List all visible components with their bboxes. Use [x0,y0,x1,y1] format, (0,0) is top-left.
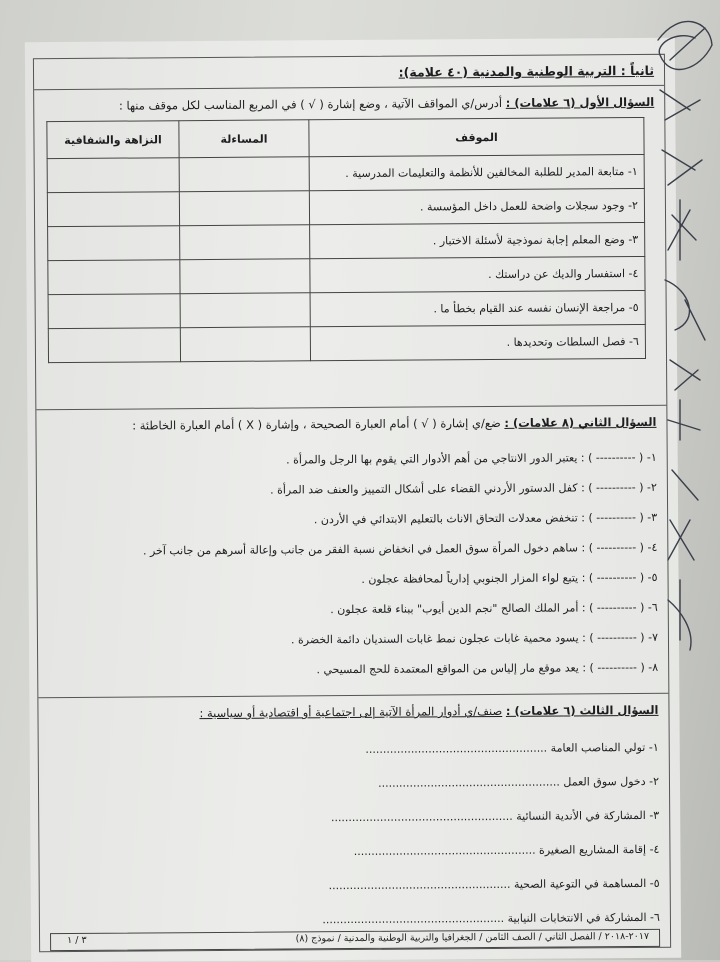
scribble-stroke [670,28,705,60]
row-text: ٢- وجود سجلات واضحة للعمل داخل المؤسسة . [309,188,644,224]
accountability-box[interactable] [180,293,310,328]
classify-item[interactable]: ١- تولي المناصب العامة .................................................... [365,740,659,756]
table-row [47,188,644,226]
tf-item[interactable]: ١- ( ---------- ) : يعتبر الدور الانتاجي من أهم الأدوار التي يقوم بها الرجل والمرأة . [286,450,657,467]
row-text: ٥- مراجعة الإنسان نفسه عند القيام بخطأ ما . [310,290,645,326]
header-integrity: النزاهة والشفافية [47,121,179,159]
page-footer [50,929,660,951]
tf-item[interactable]: ٤- ( ---------- ) : ساهم دخول المرأة سوق العمل في انخفاض نسبة الفقر من جانب وإعالة أسرهم من جانب آخر . [142,540,658,558]
tf-item[interactable]: ٢- ( ---------- ) : كفل الدستور الأردني القضاء على أشكال التمييز والعنف ضد المرأة . [270,480,657,497]
q1-heading [119,95,654,113]
section-title: ثانياً : التربية الوطنية والمدنية (٤٠ علامة): [398,62,655,80]
integrity-box[interactable] [48,226,180,261]
q3-heading [199,703,658,720]
integrity-box[interactable] [47,158,179,193]
q1-label: السؤال الأول (٦ علامات) : [505,94,655,110]
tf-item[interactable]: ٧- ( ---------- ) : يسود محمية غابات عجلون نمط غابات السنديان دائمة الخضرة . [290,630,659,647]
page-frame [33,54,671,952]
tf-item[interactable]: ٨- ( ---------- ) : يعد موقع مار إلياس من المواقع المعتمدة للحج المسيحي . [316,660,659,677]
accountability-box[interactable] [180,225,310,260]
accountability-box[interactable] [179,191,309,226]
accountability-box[interactable] [179,157,309,192]
divider [38,693,668,698]
table-row [48,324,645,362]
integrity-box[interactable] [48,260,180,295]
row-text: ٣- وضع المعلم إجابة نموذجية لأسئلة الاختبار . [310,222,645,258]
table-row [47,154,644,192]
classify-item[interactable]: ٢- دخول سوق العمل .................................................... [378,774,660,790]
table-row [48,222,645,260]
exam-sheet [25,38,681,962]
divider [34,85,664,90]
row-text: ١- متابعة المدير للطلبة المخالفين للأنظمة والتعليمات المدرسية . [309,154,644,190]
classify-item[interactable]: ٥- المساهمة في التوعية الصحية .................................................... [328,876,660,893]
tf-item[interactable]: ٦- ( ---------- ) : أمر الملك الصالح "نجم الدين أيوب" ببناء قلعة عجلون . [330,600,658,617]
table-row [48,290,645,328]
q3-label: السؤال الثالث (٦ علامات) : [505,702,659,718]
accountability-box[interactable] [180,259,310,294]
tf-item[interactable]: ٣- ( ---------- ) : تنخفض معدلات التحاق الاناث بالتعليم الابتدائي في الأردن . [313,510,658,527]
classify-item[interactable]: ٣- المشاركة في الأندية النسائية .................................................... [330,808,660,825]
table-row [48,256,645,294]
row-text: ٦- فصل السلطات وتحديدها . [310,324,645,360]
integrity-box[interactable] [47,192,179,227]
accountability-box[interactable] [180,327,310,362]
integrity-box[interactable] [48,328,180,363]
integrity-box[interactable] [48,294,180,329]
q2-heading [132,415,656,433]
header-accountability: المساءلة [179,120,309,158]
q2-label: السؤال الثاني (٨ علامات) : [504,414,657,430]
page-number: ٣ / ١ [67,934,87,947]
header-position: الموقف [309,117,644,156]
divider [36,405,666,410]
classify-item[interactable]: ٤- إقامة المشاريع الصغيرة .................................................... [353,842,660,859]
footer-course-info: ٢٠١٧-٢٠١٨ / الفصل الثاني / الصف الثامن / الجغرافيا والتربية الوطنية والمدنية / نموذج (٨) [295,930,650,945]
q3-instruction: صنف/ي أدوار المرأة الآتية إلى اجتماعية أو اقتصادية أو سياسية : [199,703,503,721]
table-header-row [47,117,644,158]
tf-item[interactable]: ٥- ( ---------- ) : يتبع لواء المزار الجنوبي إدارياً لمحافظة عجلون . [361,570,658,586]
q2-instruction: ضع/ي إشارة ( √ ) أمام العبارة الصحيحة ، وإشارة ( X ) أمام العبارة الخاطئة : [132,415,501,433]
row-text: ٤- استفسار والديك عن دراستك . [310,256,645,292]
classify-item[interactable]: ٦- المشاركة في الانتخابات النيابية .................................................... [322,910,660,927]
positions-table [46,117,646,363]
q1-instruction: أدرس/ي المواقف الآتية ، وضع إشارة ( √ ) في المربع المناسب لكل موقف منها : [118,95,503,113]
